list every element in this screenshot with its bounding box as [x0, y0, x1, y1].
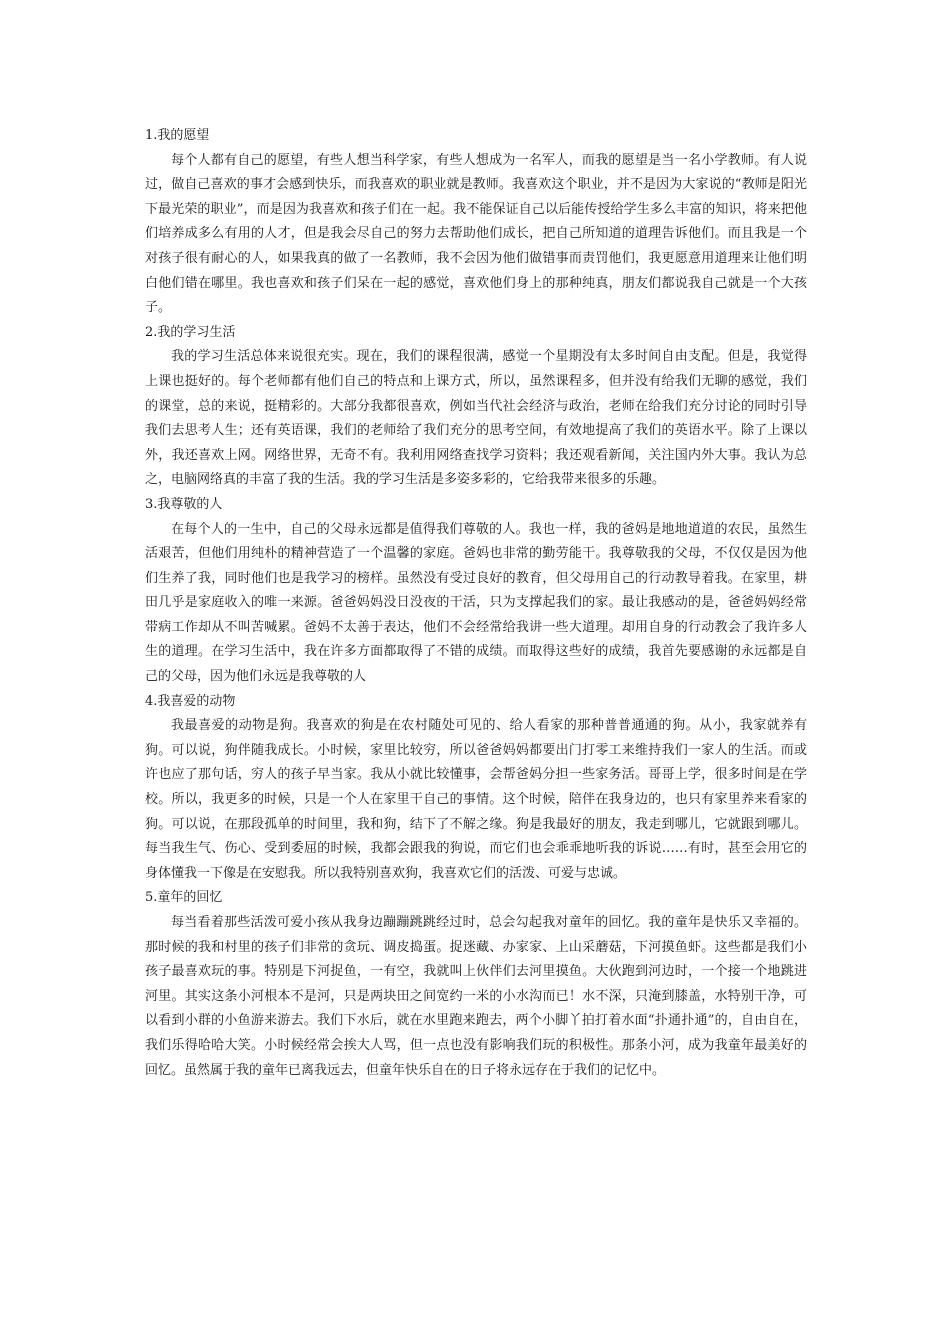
section-heading: 5.童年的回忆: [145, 890, 223, 906]
section-person-i-respect: [145, 493, 807, 690]
section-heading: 3.我尊敬的人: [145, 496, 223, 512]
section-childhood-memories: [145, 886, 807, 1083]
section-favorite-animal: [145, 690, 807, 887]
section-my-wish: [145, 124, 807, 321]
section-paragraph: 在每个人的一生中，自己的父母永远都是值得我们尊敬的人。我也一样，我的爸妈是地地道道的农民，虽然生活艰苦，但他们用纯朴的精神营造了一个温馨的家庭。爸妈也非常的勤劳能干。我尊敬我的父母，不仅仅是因为他们生养了我，同时他们也是我学习的榜样。虽然没有受过良好的教育，但父母用自己的行动教导着我。在家里，耕田几乎是家庭收入的唯一来源。爸爸妈妈没日没夜的干活，只为支撑起我们的家。最让我感动的是，爸爸妈妈经常带病工作却从不叫苦喊累。爸妈不太善于表达，他们不会经常给我讲一些大道理。却用自身的行动教会了我许多人生的道理。在学习生活中，我在许多方面都取得了不错的成绩。而取得这些好的成绩，我首先要感谢的永远都是自己的父母，因为他们永远是我尊敬的人: [145, 521, 807, 685]
document-page: [145, 124, 807, 1083]
section-paragraph: 我的学习生活总体来说很充实。现在，我们的课程很满，感觉一个星期没有太多时间自由支配。但是，我觉得上课也挺好的。每个老师都有他们自己的特点和上课方式，所以，虽然课程多，但并没有给我们无聊的感觉，我们的课堂，总的来说，挺精彩的。大部分我都很喜欢，例如当代社会经济与政治，老师在给我们充分讨论的同时引导我们去思考人生；还有英语课，我们的老师给了我们充分的思考空间，有效地提高了我们的英语水平。除了上课以外，我还喜欢上网。网络世界，无奇不有。我利用网络查找学习资料；我还观看新闻，关注国内外大事。我认为总之，电脑网络真的丰富了我的生活。我的学习生活是多姿多彩的，它给我带来很多的乐趣。: [145, 349, 807, 488]
section-paragraph: 每个人都有自己的愿望，有些人想当科学家，有些人想成为一名军人，而我的愿望是当一名小学教师。有人说过，做自己喜欢的事才会感到快乐，而我喜欢的职业就是教师。我喜欢这个职业，并不是因为大家说的“教师是阳光下最光荣的职业”，而是因为我喜欢和孩子们在一起。我不能保证自己以后能传授给学生多么丰富的知识，将来把他们培养成多么有用的人才，但是我会尽自己的努力去帮助他们成长，把自己所知道的道理告诉他们。而且我是一个对孩子很有耐心的人，如果我真的做了一名教师，我不会因为他们做错事而责罚他们，我更愿意用道理来让他们明白他们错在哪里。我也喜欢和孩子们呆在一起的感觉，喜欢他们身上的那种纯真，朋友们都说我自己就是一个大孩子。: [145, 152, 807, 316]
section-paragraph: 我最喜爱的动物是狗。我喜欢的狗是在农村随处可见的、给人看家的那种普普通通的狗。从小，我家就养有狗。可以说，狗伴随我成长。小时候，家里比较穷，所以爸爸妈妈都要出门打零工来维持我们一家人的生活。而或许也应了那句话，穷人的孩子早当家。我从小就比较懂事，会帮爸妈分担一些家务活。哥哥上学，很多时间是在学校。所以，我更多的时候，只是一个人在家里干自己的事情。这个时候，陪伴在我身边的，也只有家里养来看家的狗。可以说，在那段孤单的时间里，我和狗，结下了不解之缘。狗是我最好的朋友，我走到哪儿，它就跟到哪儿。每当我生气、伤心、受到委屈的时候，我都会跟我的狗说，而它们也会乖乖地听我的诉说……有时，甚至会用它的身体懂我一下像是在安慰我。所以我特别喜欢狗，我喜欢它们的活泼、可爱与忠诚。: [145, 718, 807, 881]
section-heading: 4.我喜爱的动物: [145, 693, 236, 709]
section-heading: 2.我的学习生活: [145, 324, 236, 340]
section-paragraph: 每当看着那些活泼可爱小孩从我身边蹦蹦跳跳经过时，总会勾起我对童年的回忆。我的童年是快乐又幸福的。那时候的我和村里的孩子们非常的贪玩、调皮捣蛋。捉迷藏、办家家、上山采蘑菇，下河摸鱼虾。这些都是我们小孩子最喜欢玩的事。特别是下河捉鱼，一有空，我就叫上伙伴们去河里摸鱼。大伙跑到河边时，一个接一个地跳进河里。其实这条小河根本不是河，只是两块田之间宽约一米的小水沟而已！水不深，只淹到膝盖，水特别干净，可以看到小群的小鱼游来游去。我们下水后，就在水里跑来跑去，两个小脚丫拍打着水面“扑通扑通”的，自由自在，我们乐得哈哈大笑。小时候经常会挨大人骂，但一点也没有影响我们玩的积极性。那条小河，成为我童年最美好的回忆。虽然属于我的童年已离我远去，但童年快乐自在的日子将永远存在于我们的记忆中。: [145, 915, 807, 1078]
section-my-study-life: [145, 321, 807, 493]
section-heading: 1.我的愿望: [145, 128, 210, 143]
